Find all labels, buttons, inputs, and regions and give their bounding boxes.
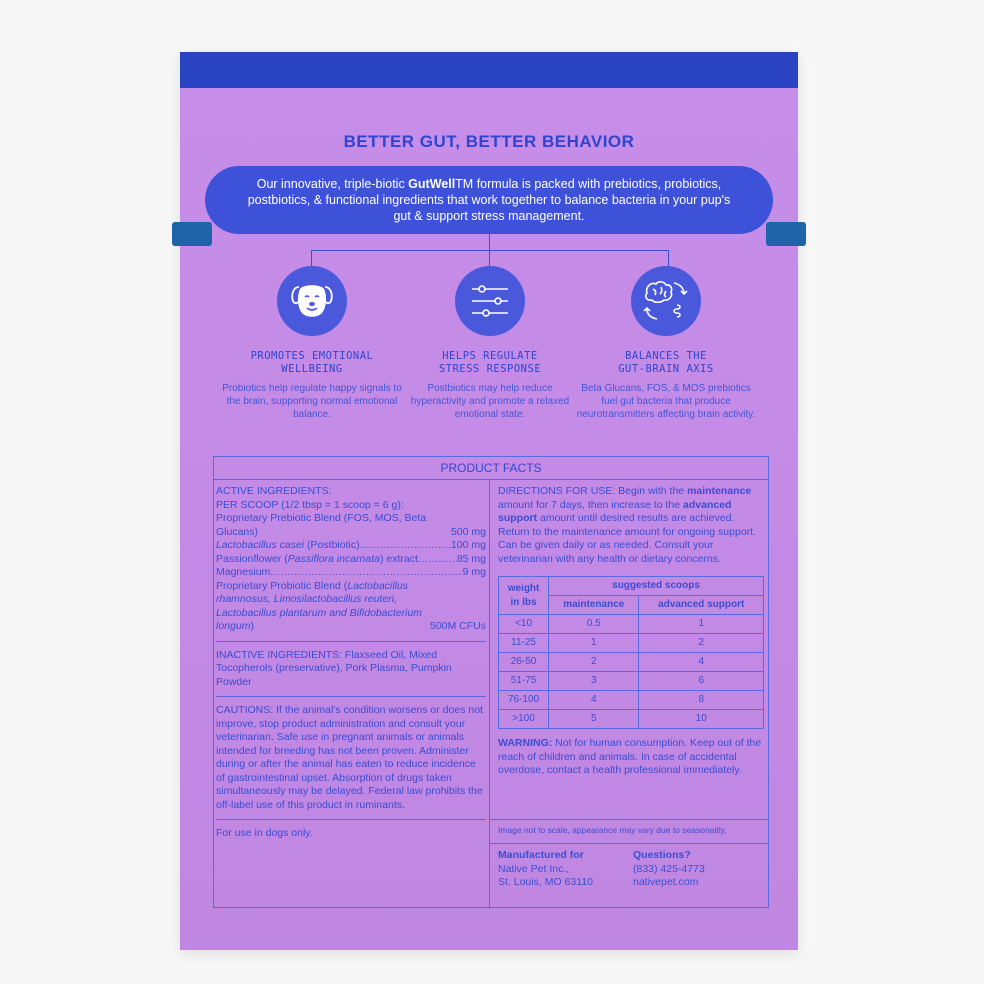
top-band xyxy=(180,52,798,88)
table-cell: 2 xyxy=(549,653,639,672)
questions-block: Questions? (833) 425-4773 nativepet.com xyxy=(633,849,705,888)
cautions: CAUTIONS: If the animal's condition worsens or does not improve, stop product administration and consult your veterinarian. Safe use in pregnant animals or animals intended for breeding has not been proven. Administer during or after the animal has eaten to reduce incidence of gastrointestinal upset. Absorption of drugs taken simultaneously may be delayed. Federal law prohibits the off-label use of this product in ruminants. xyxy=(216,704,486,820)
brand-name: GutWell xyxy=(408,177,456,191)
feature-body: Probiotics help regulate happy signals to the brain, supporting normal emotional balance. xyxy=(222,383,402,420)
table-cell: 5 xyxy=(549,710,639,729)
feature-title: BALANCES THE GUT-BRAIN AXIS xyxy=(618,350,714,375)
table-cell: 51-75 xyxy=(499,672,549,691)
feature-emotional-wellbeing xyxy=(222,266,402,421)
feature-title: PROMOTES EMOTIONAL WELLBEING xyxy=(250,350,374,375)
feature-stress-response xyxy=(400,266,580,421)
ingredient-casei: Lactobacillus casei (Postbiotic) ..... 100 mg xyxy=(216,539,486,553)
dog-face-icon xyxy=(277,266,347,336)
table-cell: 3 xyxy=(549,672,639,691)
ingredient-passionflower: Passionflower (Passiflora incarnata) extract ..... 85 mg xyxy=(216,553,486,567)
feature-gut-brain-axis xyxy=(576,266,756,421)
feature-body: Beta Glucans, FOS, & MOS prebiotics fuel gut bacteria that produce neurotransmitters affecting brain activity. xyxy=(576,383,756,420)
table-cell: 4 xyxy=(549,691,639,710)
table-cell: 11-25 xyxy=(499,634,549,653)
product-bag xyxy=(180,52,798,950)
suggested-header: suggested scoops xyxy=(549,577,764,596)
trademark: TM xyxy=(455,177,474,191)
divider xyxy=(490,819,768,820)
contact-block xyxy=(498,849,768,890)
connector-center xyxy=(489,250,490,266)
table-row xyxy=(499,615,764,634)
right-clip xyxy=(766,222,806,246)
warning: WARNING: Not for human consumption. Keep out of the reach of children and animals. In case of accidental overdose, contact a health professional immediately. xyxy=(498,737,762,776)
brain-gut-icon xyxy=(631,266,701,336)
left-clip xyxy=(172,222,212,246)
ingredient-probiotic: Proprietary Probiotic Blend (Lactobacillus rhamnosus, Limosilactobacillus reuteri, Lactobacillus plantarum and Bifidobacterium longum) 500M CFUs xyxy=(216,579,486,632)
table-row xyxy=(499,634,764,653)
table-cell: 1 xyxy=(639,615,764,634)
maintenance-header: maintenance xyxy=(549,596,639,615)
feature-body: Postbiotics may help reduce hyperactivity and promote a relaxed emotional state. xyxy=(410,383,570,420)
table-row xyxy=(499,691,764,710)
table-row xyxy=(499,672,764,691)
weight-header: weight in lbs xyxy=(499,577,549,615)
intro-pill xyxy=(205,166,773,234)
active-ingredients xyxy=(216,485,486,642)
intro-text: Our innovative, triple-biotic xyxy=(256,177,409,191)
column-divider xyxy=(489,479,490,909)
table-cell: 2 xyxy=(639,634,764,653)
table-cell: 0.5 xyxy=(549,615,639,634)
table-cell: 76-100 xyxy=(499,691,549,710)
disclaimer: Image not to scale, appearance may vary due to seasonality. xyxy=(498,825,727,835)
intro-text-rest: formula is packed with prebiotics, probiotics, postbiotics, & functional ingredients that work together to balance bacteria in your pup's gut & support stress management. xyxy=(247,177,731,223)
manufacturer-block: Manufactured for Native Pet Inc., St. Louis, MO 63110 xyxy=(498,849,593,888)
dogs-only-note: For use in dogs only. xyxy=(216,827,313,839)
table-cell: 1 xyxy=(549,634,639,653)
inactive-ingredients: INACTIVE INGREDIENTS: Flaxseed Oil, Mixed Tocopherols (preservative), Pork Plasma, Pumpkin Powder xyxy=(216,649,486,698)
facts-title: PRODUCT FACTS xyxy=(214,457,768,480)
headline: BETTER GUT, BETTER BEHAVIOR xyxy=(343,132,635,151)
table-cell: 6 xyxy=(639,672,764,691)
connector-line xyxy=(489,234,490,250)
table-cell: <10 xyxy=(499,615,549,634)
connector-branch xyxy=(311,250,669,267)
sliders-icon xyxy=(455,266,525,336)
advanced-header: advanced support xyxy=(639,596,764,615)
left-column xyxy=(216,485,486,841)
right-column xyxy=(498,485,768,778)
feature-title: HELPS REGULATE STRESS RESPONSE xyxy=(438,350,542,375)
table-row xyxy=(499,653,764,672)
directions: DIRECTIONS FOR USE: Begin with the maintenance amount for 7 days, then increase to the advanced support amount until desired results are achieved. Return to the maintenance amount for ongoing support. Can be given daily or as needed. Consult your veterinarian with any health or dietary concerns. xyxy=(498,485,756,565)
table-row xyxy=(499,710,764,729)
active-heading: ACTIVE INGREDIENTS: xyxy=(216,485,332,497)
table-cell: 26-50 xyxy=(499,653,549,672)
per-scoop: PER SCOOP (1/2 tbsp = 1 scoop = 6 g): xyxy=(216,498,404,511)
table-cell: 8 xyxy=(639,691,764,710)
product-facts-panel xyxy=(213,456,769,908)
ingredient-magnesium: Magnesium ..... 9 mg xyxy=(216,566,486,580)
table-cell: 4 xyxy=(639,653,764,672)
divider xyxy=(490,843,768,844)
table-cell: 10 xyxy=(639,710,764,729)
ingredient-prebiotic: Proprietary Prebiotic Blend (FOS, MOS, Beta Glucans) 500 mg xyxy=(216,512,486,538)
scoop-table xyxy=(498,576,764,729)
table-cell: >100 xyxy=(499,710,549,729)
